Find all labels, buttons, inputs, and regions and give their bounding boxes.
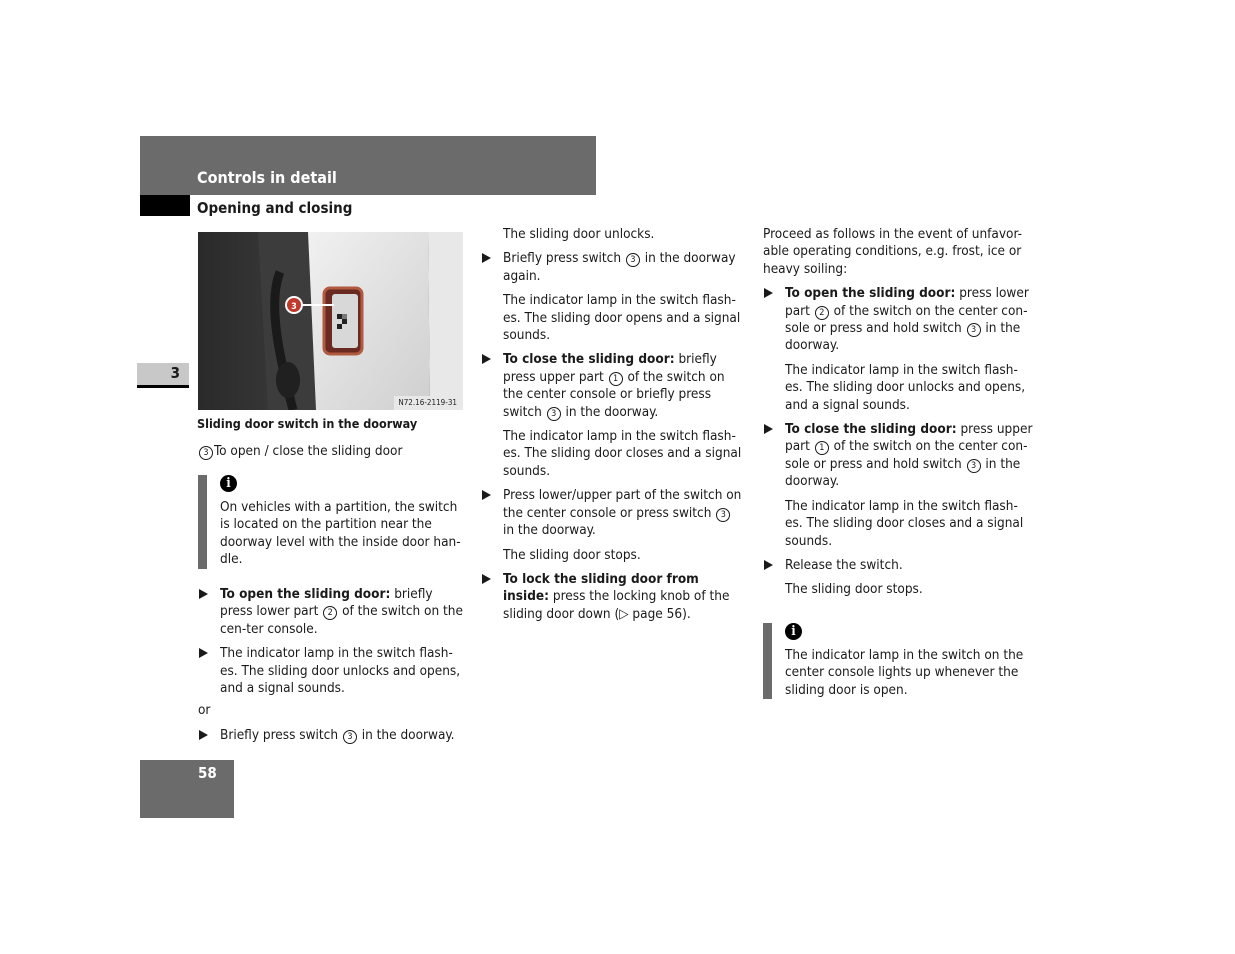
door-switch-photo: [198, 232, 463, 410]
arrow-icon: [199, 730, 208, 740]
step-text: Briefly press switch: [503, 250, 625, 267]
part-number: 3: [716, 508, 730, 522]
step-text: briefly press upper part: [503, 351, 717, 385]
arrow-icon: [764, 288, 773, 298]
arrow-icon: [482, 574, 491, 584]
step-text: of the switch on the center con-sole or press and hold switch: [785, 438, 1028, 472]
result-text: The sliding door stops.: [785, 581, 923, 598]
photo-callout-number: 3: [291, 302, 297, 312]
column-2: [481, 226, 746, 630]
step-text: Briefly press switch: [220, 726, 342, 743]
step-heading: To open the sliding door:: [785, 285, 956, 302]
legend-text: To open / close the sliding door: [214, 443, 403, 459]
legend-number: 3: [199, 446, 213, 460]
figure-code: N72.16-2119-31: [398, 398, 457, 407]
door-switch-illustration: [198, 232, 463, 410]
or-text: or: [198, 702, 211, 719]
step-press-again: [481, 250, 746, 285]
step-press-switch: [198, 727, 468, 744]
arrow-icon: [764, 424, 773, 434]
section-title: Opening and closing: [197, 199, 353, 217]
step-close-door: [481, 351, 746, 421]
arrow-icon: [199, 648, 208, 658]
part-number: 2: [815, 306, 829, 320]
part-number: 3: [547, 407, 561, 421]
result-text: The indicator lamp in the switch flash-es. The sliding door closes and a signal sounds.: [785, 497, 1024, 549]
step-text: of the switch on the center console or briefly press switch: [503, 368, 725, 420]
intro-text: Proceed as follows in the event of unfavor-able operating conditions, e.g. frost, ice or heavy soiling:: [763, 226, 1022, 277]
step-open-door-unfavorable: [763, 285, 1033, 355]
step-text: page 56).: [628, 605, 691, 622]
step-text: The indicator lamp in the switch flash-es. The sliding door unlocks and opens, and a signal sounds.: [220, 645, 461, 697]
arrow-icon: [482, 490, 491, 500]
step-lock-door: [481, 571, 746, 623]
step-text: in the doorway.: [561, 403, 659, 420]
step-text: press upper part: [785, 421, 1033, 455]
info-box-partition: [198, 475, 464, 569]
info-text: The indicator lamp in the switch on the center console lights up whenever the sliding door is open.: [785, 647, 1024, 698]
page-ref-icon: ▷: [619, 605, 629, 622]
chapter-title: Controls in detail: [197, 168, 337, 187]
part-number: 3: [967, 459, 981, 473]
step-close-door-unfavorable: [763, 421, 1033, 491]
chapter-tab: [137, 363, 189, 388]
arrow-icon: [482, 354, 491, 364]
step-text: in the doorway.: [785, 455, 1021, 490]
step-text: Press lower/upper part of the switch on the center console or press switch: [503, 487, 742, 521]
result-text: The sliding door unlocks.: [503, 226, 655, 242]
page-number: 58: [198, 764, 217, 782]
step-open-door: [198, 586, 468, 638]
step-text: press lower part: [785, 285, 1029, 319]
column-3: [763, 226, 1033, 606]
step-text: of the switch on the center con-sole or press and hold switch: [785, 302, 1028, 337]
legend-item: [198, 443, 468, 460]
column-1-instructions: [198, 586, 468, 751]
arrow-icon: [199, 589, 208, 599]
result-text: The sliding door stops.: [503, 546, 641, 563]
info-box-indicator: [763, 623, 1033, 699]
result-text: The indicator lamp in the switch flash-es. The sliding door opens and a signal sounds.: [503, 292, 741, 344]
figure-caption: Sliding door switch in the doorway: [197, 416, 418, 431]
part-number: 3: [626, 253, 640, 267]
step-text: in the doorway again.: [503, 250, 736, 284]
step-text: press the locking knob of the sliding door down (: [503, 588, 730, 622]
info-icon: i: [785, 623, 802, 640]
result-text: The indicator lamp in the switch flash-es. The sliding door unlocks and opens, and a signal sounds.: [785, 361, 1026, 413]
result-text: The indicator lamp in the switch flash-es. The sliding door closes and a signal sounds.: [503, 428, 742, 479]
step-text: briefly press lower part: [220, 586, 433, 620]
step-text: Release the switch.: [785, 556, 903, 573]
arrow-icon: [764, 560, 773, 570]
section-marker: [140, 195, 190, 216]
page-number-box: [140, 760, 234, 818]
step-heading: To open the sliding door:: [220, 586, 391, 602]
step-stop-door: [481, 487, 746, 539]
chapter-number: 3: [170, 364, 180, 382]
step-text: in the doorway.: [785, 320, 1021, 354]
step-heading: To close the sliding door:: [785, 421, 957, 438]
part-number: 3: [967, 323, 981, 337]
part-number: 3: [343, 730, 357, 744]
step-text: in the doorway.: [503, 522, 596, 539]
part-number: 2: [323, 606, 337, 620]
step-indicator: [198, 645, 468, 697]
step-heading: To close the sliding door:: [503, 351, 675, 368]
info-icon: i: [220, 475, 237, 492]
step-text: of the switch on the cen-ter console.: [220, 603, 463, 637]
arrow-icon: [482, 253, 491, 263]
info-text: On vehicles with a partition, the switch is located on the partition near the doorway level with the inside door han-dle.: [220, 499, 461, 568]
step-release-switch: [763, 557, 1033, 574]
part-number: 1: [815, 441, 829, 455]
step-heading: To lock the sliding door from inside:: [503, 570, 699, 605]
step-text: in the doorway.: [357, 726, 455, 743]
part-number: 1: [609, 372, 623, 386]
